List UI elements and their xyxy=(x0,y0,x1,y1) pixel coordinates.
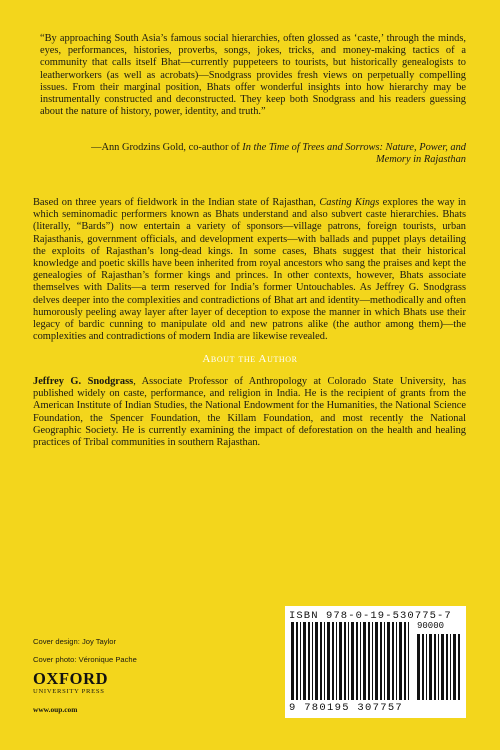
barcode-bar xyxy=(380,622,382,700)
barcode-bar xyxy=(453,634,456,700)
barcode-bar xyxy=(404,622,406,700)
barcode-bar xyxy=(429,634,432,700)
barcode-bar xyxy=(332,622,334,700)
barcode-bar xyxy=(360,622,361,700)
barcode-bar xyxy=(434,634,436,700)
cover-photo-credit: Cover photo: Véronique Pache xyxy=(33,655,137,664)
barcode-bar xyxy=(351,622,354,700)
isbn-barcode xyxy=(285,606,466,718)
barcode-bar xyxy=(348,622,349,700)
book-title: Casting Kings xyxy=(319,197,380,208)
oxford-logo: OXFORD xyxy=(33,669,109,688)
barcode-bar xyxy=(308,622,310,700)
barcode-bar xyxy=(408,622,409,700)
barcode-bar xyxy=(450,634,451,700)
barcode-bar xyxy=(417,634,420,700)
barcode-bar xyxy=(438,634,439,700)
quote-attribution xyxy=(60,142,466,166)
barcode-bar xyxy=(356,622,358,700)
attribution-book: In the Time of Trees and Sorrows: Nature, Power, and Memory in Rajasthan xyxy=(242,142,466,166)
barcode-bar xyxy=(300,622,301,700)
barcode-bar xyxy=(344,622,346,700)
author-name: Jeffrey G. Snodgrass xyxy=(33,376,134,387)
isbn-number: ISBN 978-0-19-530775-7 xyxy=(289,610,452,622)
barcode-bar xyxy=(399,622,402,700)
barcode-bar xyxy=(375,622,378,700)
barcode-bar xyxy=(320,622,322,700)
barcode-bar xyxy=(458,634,460,700)
ean-barcode-bars xyxy=(291,622,411,702)
barcode-bar xyxy=(368,622,370,700)
barcode-bar xyxy=(339,622,342,700)
endorsement-quote xyxy=(40,33,466,118)
barcode-bar xyxy=(384,622,385,700)
barcode-bar xyxy=(392,622,394,700)
addon-barcode-bars xyxy=(417,634,461,702)
cover-design-credit: Cover design: Joy Taylor xyxy=(33,637,117,646)
quote-text: “By approaching South Asia’s famous social hierarchies, often glossed as ‘caste,’ through the minds, eyes, performances, histories, proverbs, songs, jokes, tricks, and money-making tactics of a community that calls itself Bhat—currently puppeteers to tourists, but historically genealogists to leatherworkers (as well as acrobats)—Snodgrass provides fresh views on perpetually compelling issues. From their marginal position, Bhats offer wonderful insights into how hierarchy may be instrumentally constructed and deconstructed. They keep both Snodgrass and his readers guessing about the nature of history, power, identity, and truth.” xyxy=(40,33,466,118)
barcode-bar xyxy=(446,634,448,700)
barcode-bar xyxy=(422,634,424,700)
author-bio xyxy=(33,376,466,449)
publisher-subtitle: UNIVERSITY PRESS xyxy=(33,688,105,695)
barcode-bar xyxy=(315,622,318,700)
barcode-bar xyxy=(324,622,325,700)
attribution-prefix: —Ann Grodzins Gold, co-author of xyxy=(91,142,243,153)
barcode-bar xyxy=(291,622,294,700)
about-author-heading: About the Author xyxy=(202,353,298,365)
barcode-bar xyxy=(303,622,306,700)
barcode-bar xyxy=(441,634,444,700)
barcode-bar xyxy=(363,622,366,700)
publisher-website: www.oup.com xyxy=(33,705,78,714)
price-addon-number: 90000 xyxy=(417,621,445,631)
author-bio-text: , Associate Professor of Anthropology at Colorado State University, has published widely on caste, performance, and religion in India. He is the recipient of grants from the American Institute of Indian Studies, the National Endowment for the Humanities, the National Science Foundation, the Spencer Foundation, the Killam Foundation, and most recently the National Geographic Society. He is currently examining the impact of deforestation on the health and healing practices of Tribal communities in southern Rajasthan. xyxy=(33,376,466,449)
barcode-bar xyxy=(372,622,373,700)
barcode-bar xyxy=(426,634,427,700)
barcode-bar xyxy=(396,622,397,700)
book-description xyxy=(33,197,466,343)
barcode-bar xyxy=(327,622,330,700)
barcode-bar xyxy=(387,622,390,700)
description-intro: Based on three years of fieldwork in the Indian state of Rajasthan, xyxy=(33,197,320,208)
ean-number: 9 780195 307757 xyxy=(289,702,404,714)
barcode-bar xyxy=(296,622,298,700)
barcode-bar xyxy=(336,622,337,700)
barcode-bar xyxy=(312,622,313,700)
description-body: explores the way in which seminomadic performers known as Bhats understand and also subvert caste hierarchies. Bhats (literally, “Bards”) now entertain a variety of sponsors—village patrons, foreign tourists, urban Rajasthanis, government officials, and development experts—with ballads and puppet plays detailing the exploits of Rajasthan’s long-dead kings. In some cases, Bhats suggest that their historical knowledge and poetic skills have been inherited from royal ancestors who sang the praises and kept the genealogies of Rajasthan’s former kings and princes. In other contexts, however, Bhats associate themselves with Dalits—a term reserved for India’s former Untouchables. As Jeffrey G. Snodgrass delves deeper into the complexities and contradictions of Bhat art and identity—methodically and often humorously peeling away layer after layer of deception to expose the manner in which Bhats use their legacy of bardic cunning to manipulate old and new patrons alike (the author among them)—the complexities and contradictions of modern India are likewise revealed. xyxy=(33,197,466,343)
